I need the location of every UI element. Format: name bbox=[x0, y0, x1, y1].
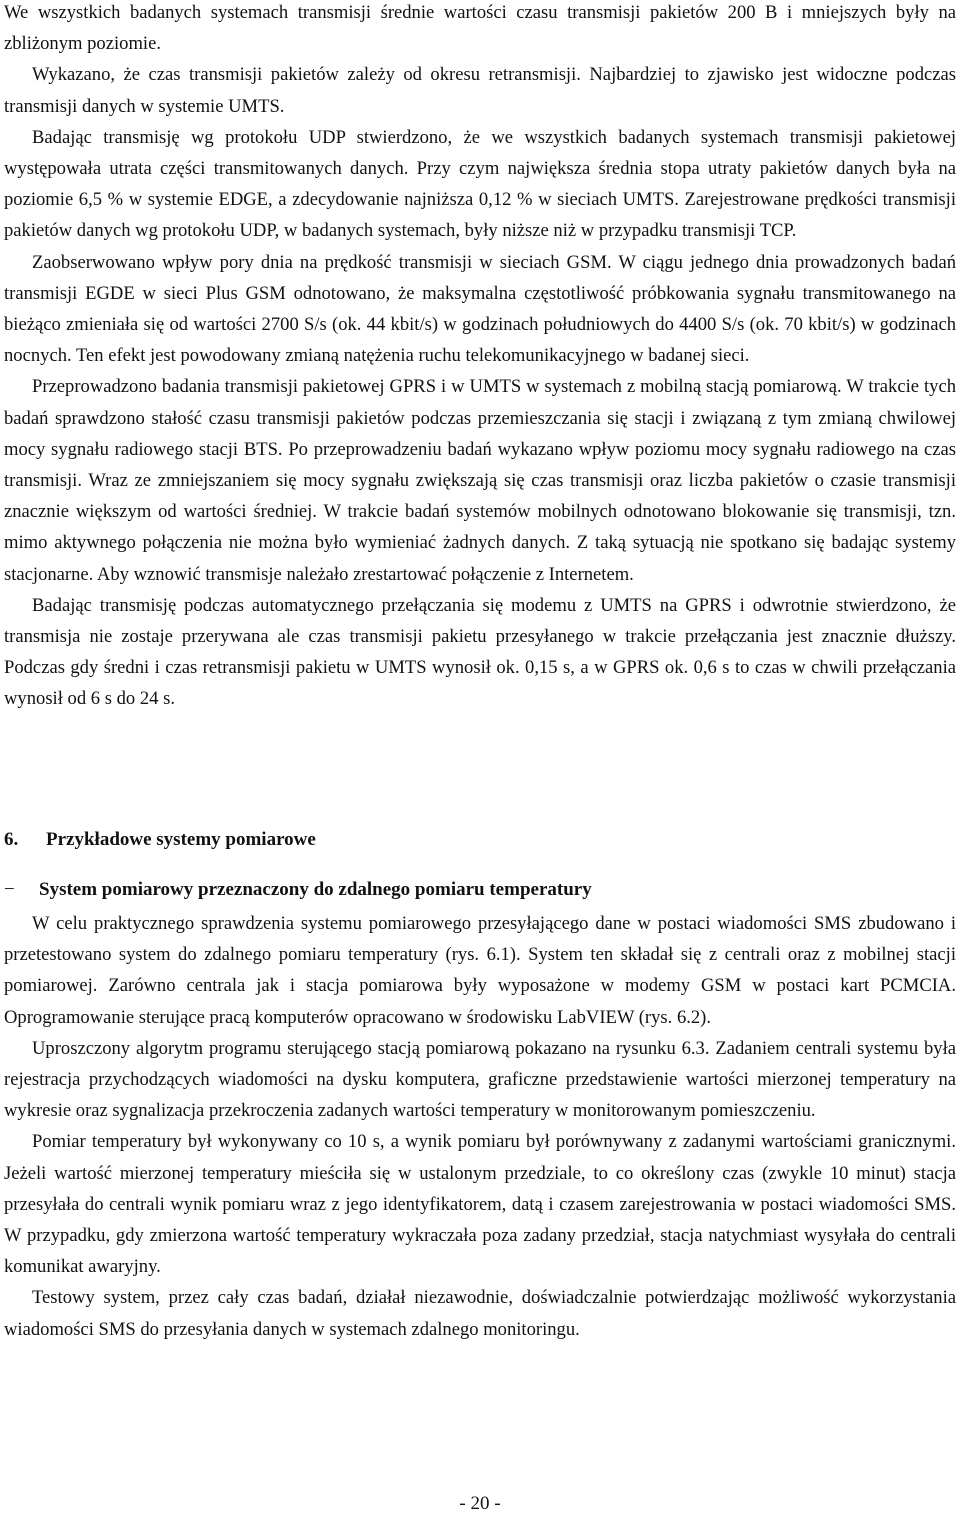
section-heading bbox=[4, 824, 316, 855]
paragraph: Badając transmisję podczas automatycznego przełączania się modemu z UMTS na GPRS i odwrotnie stwierdzono, że transmisja nie zostaje przerywana ale czas transmisji pakietu przesyłanego w trakcie przełączania jest znacznie dłuższy. Podczas gdy średni i czas retransmisji pakietu w UMTS wynosił ok. 0,15 s, a w GPRS ok. 0,6 s to czas w chwili przełączania wynosił od 6 s do 24 s. bbox=[4, 594, 956, 710]
paragraph: Wykazano, że czas transmisji pakietów zależy od okresu retransmisji. Najbardziej to zjawisko jest widoczne podczas transmisji danych w systemie UMTS. bbox=[4, 64, 956, 117]
dash-bullet: − bbox=[4, 879, 15, 900]
body-text-top bbox=[4, 0, 956, 715]
paragraph: Przeprowadzono badania transmisji pakietowej GPRS i w UMTS w systemach z mobilną stacją pomiarową. W trakcie tych badań sprawdzono stałość czasu transmisji pakietów podczas przemieszczania się stacji i związaną z tym zmianą chwilowej mocy sygnału radiowego stacji BTS. Po przeprowadzeniu badań wykazano wpływ poziomu mocy sygnału radiowego na czas transmisji. Wraz ze zmniejszaniem się mocy sygnału zwiększają się czas transmisji oraz liczba pakietów o czasie transmisji znacznie większym od wartości średniej. W trakcie badań systemów mobilnych odnotowano blokowanie się transmisji, tzn. mimo aktywnego połączenia nie można było wymieniać żadnych danych. Z taką sytuacją nie spotkano się badając systemy stacjonarne. Aby wznowić transmisje należało zrestartować połączenie z Internetem. bbox=[4, 376, 956, 585]
section-number: 6. bbox=[4, 829, 19, 850]
section-title: Przykładowe systemy pomiarowe bbox=[46, 829, 316, 850]
paragraph: We wszystkich badanych systemach transmisji średnie wartości czasu transmisji pakietów 200 B i mniejszych były na zbliżonym poziomie. bbox=[4, 2, 956, 55]
page-number: - 20 - bbox=[459, 1493, 501, 1514]
paragraph: Badając transmisję wg protokołu UDP stwierdzono, że we wszystkich badanych systemach transmisji pakietowej występowała utrata części transmitowanych danych. Przy czym największa średnia stopa utraty pakietów danych była na poziomie 6,5 % w systemie EDGE, a zdecydowanie najniższa 0,12 % w sieciach UMTS. Zarejestrowane prędkości transmisji pakietów danych wg protokołu UDP, w badanych systemach, były niższe niż w przypadku transmisji TCP. bbox=[4, 126, 956, 242]
paragraph: Pomiar temperatury był wykonywany co 10 s, a wynik pomiaru był porównywany z zadanymi wartościami granicznymi. Jeżeli wartość mierzonej temperatury mieściła się w ustalonym przedziale, to co określony czas (zwykle 10 minut) stacja przesyłała do centrali wynik pomiaru wraz z jego identyfikatorem, datą i czasem zarejestrowania w postaci wiadomości SMS. W przypadku, gdy zmierzona wartość temperatury wykraczała poza zadany przedział, stacja natychmiast wysyłała do centrali komunikat awaryjny. bbox=[4, 1131, 956, 1278]
paragraph: Uproszczony algorytm programu sterującego stacją pomiarową pokazano na rysunku 6.3. Zadaniem centrali systemu była rejestracja przychodzących wiadomości na dysku komputera, graficzne przedstawienie wartości mierzonej temperatury na wykresie oraz sygnalizacja przekroczenia zadanych wartości temperatury w monitorowanym pomieszczeniu. bbox=[4, 1037, 956, 1122]
body-text-bottom bbox=[4, 908, 956, 1345]
paragraph: Zaobserwowano wpływ pory dnia na prędkość transmisji w sieciach GSM. W ciągu jednego dnia prowadzonych badań transmisji EGDE w sieci Plus GSM odnotowano, że maksymalna częstotliwość próbkowania sygnału transmitowanego na bieżąco zmieniała się od wartości 2700 S/s (ok. 44 kbit/s) w godzinach południowych do 4400 S/s (ok. 70 kbit/s) w godzinach nocnych. Ten efekt jest powodowany zmianą natężenia ruchu telekomunikacyjnego w badanej sieci. bbox=[4, 251, 956, 367]
paragraph: Testowy system, przez cały czas badań, działał niezawodnie, doświadczalnie potwierdzając możliwość wykorzystania wiadomości SMS do przesyłania danych w systemach zdalnego monitoringu. bbox=[4, 1287, 956, 1340]
paragraph: W celu praktycznego sprawdzenia systemu pomiarowego przesyłającego dane w postaci wiadomości SMS zbudowano i przetestowano system do zdalnego pomiaru temperatury (rys. 6.1). System ten składał się z centrali oraz z mobilnej stacji pomiarowej. Zarówno centrala jak i stacja pomiarowa były wyposażone w modemy GSM w postaci kart PCMCIA. Oprogramowanie sterujące pracą komputerów opracowano w środowisku LabVIEW (rys. 6.2). bbox=[4, 913, 956, 1028]
subsection-title: System pomiarowy przeznaczony do zdalnego pomiaru temperatury bbox=[39, 879, 592, 900]
subsection-heading bbox=[4, 874, 592, 905]
